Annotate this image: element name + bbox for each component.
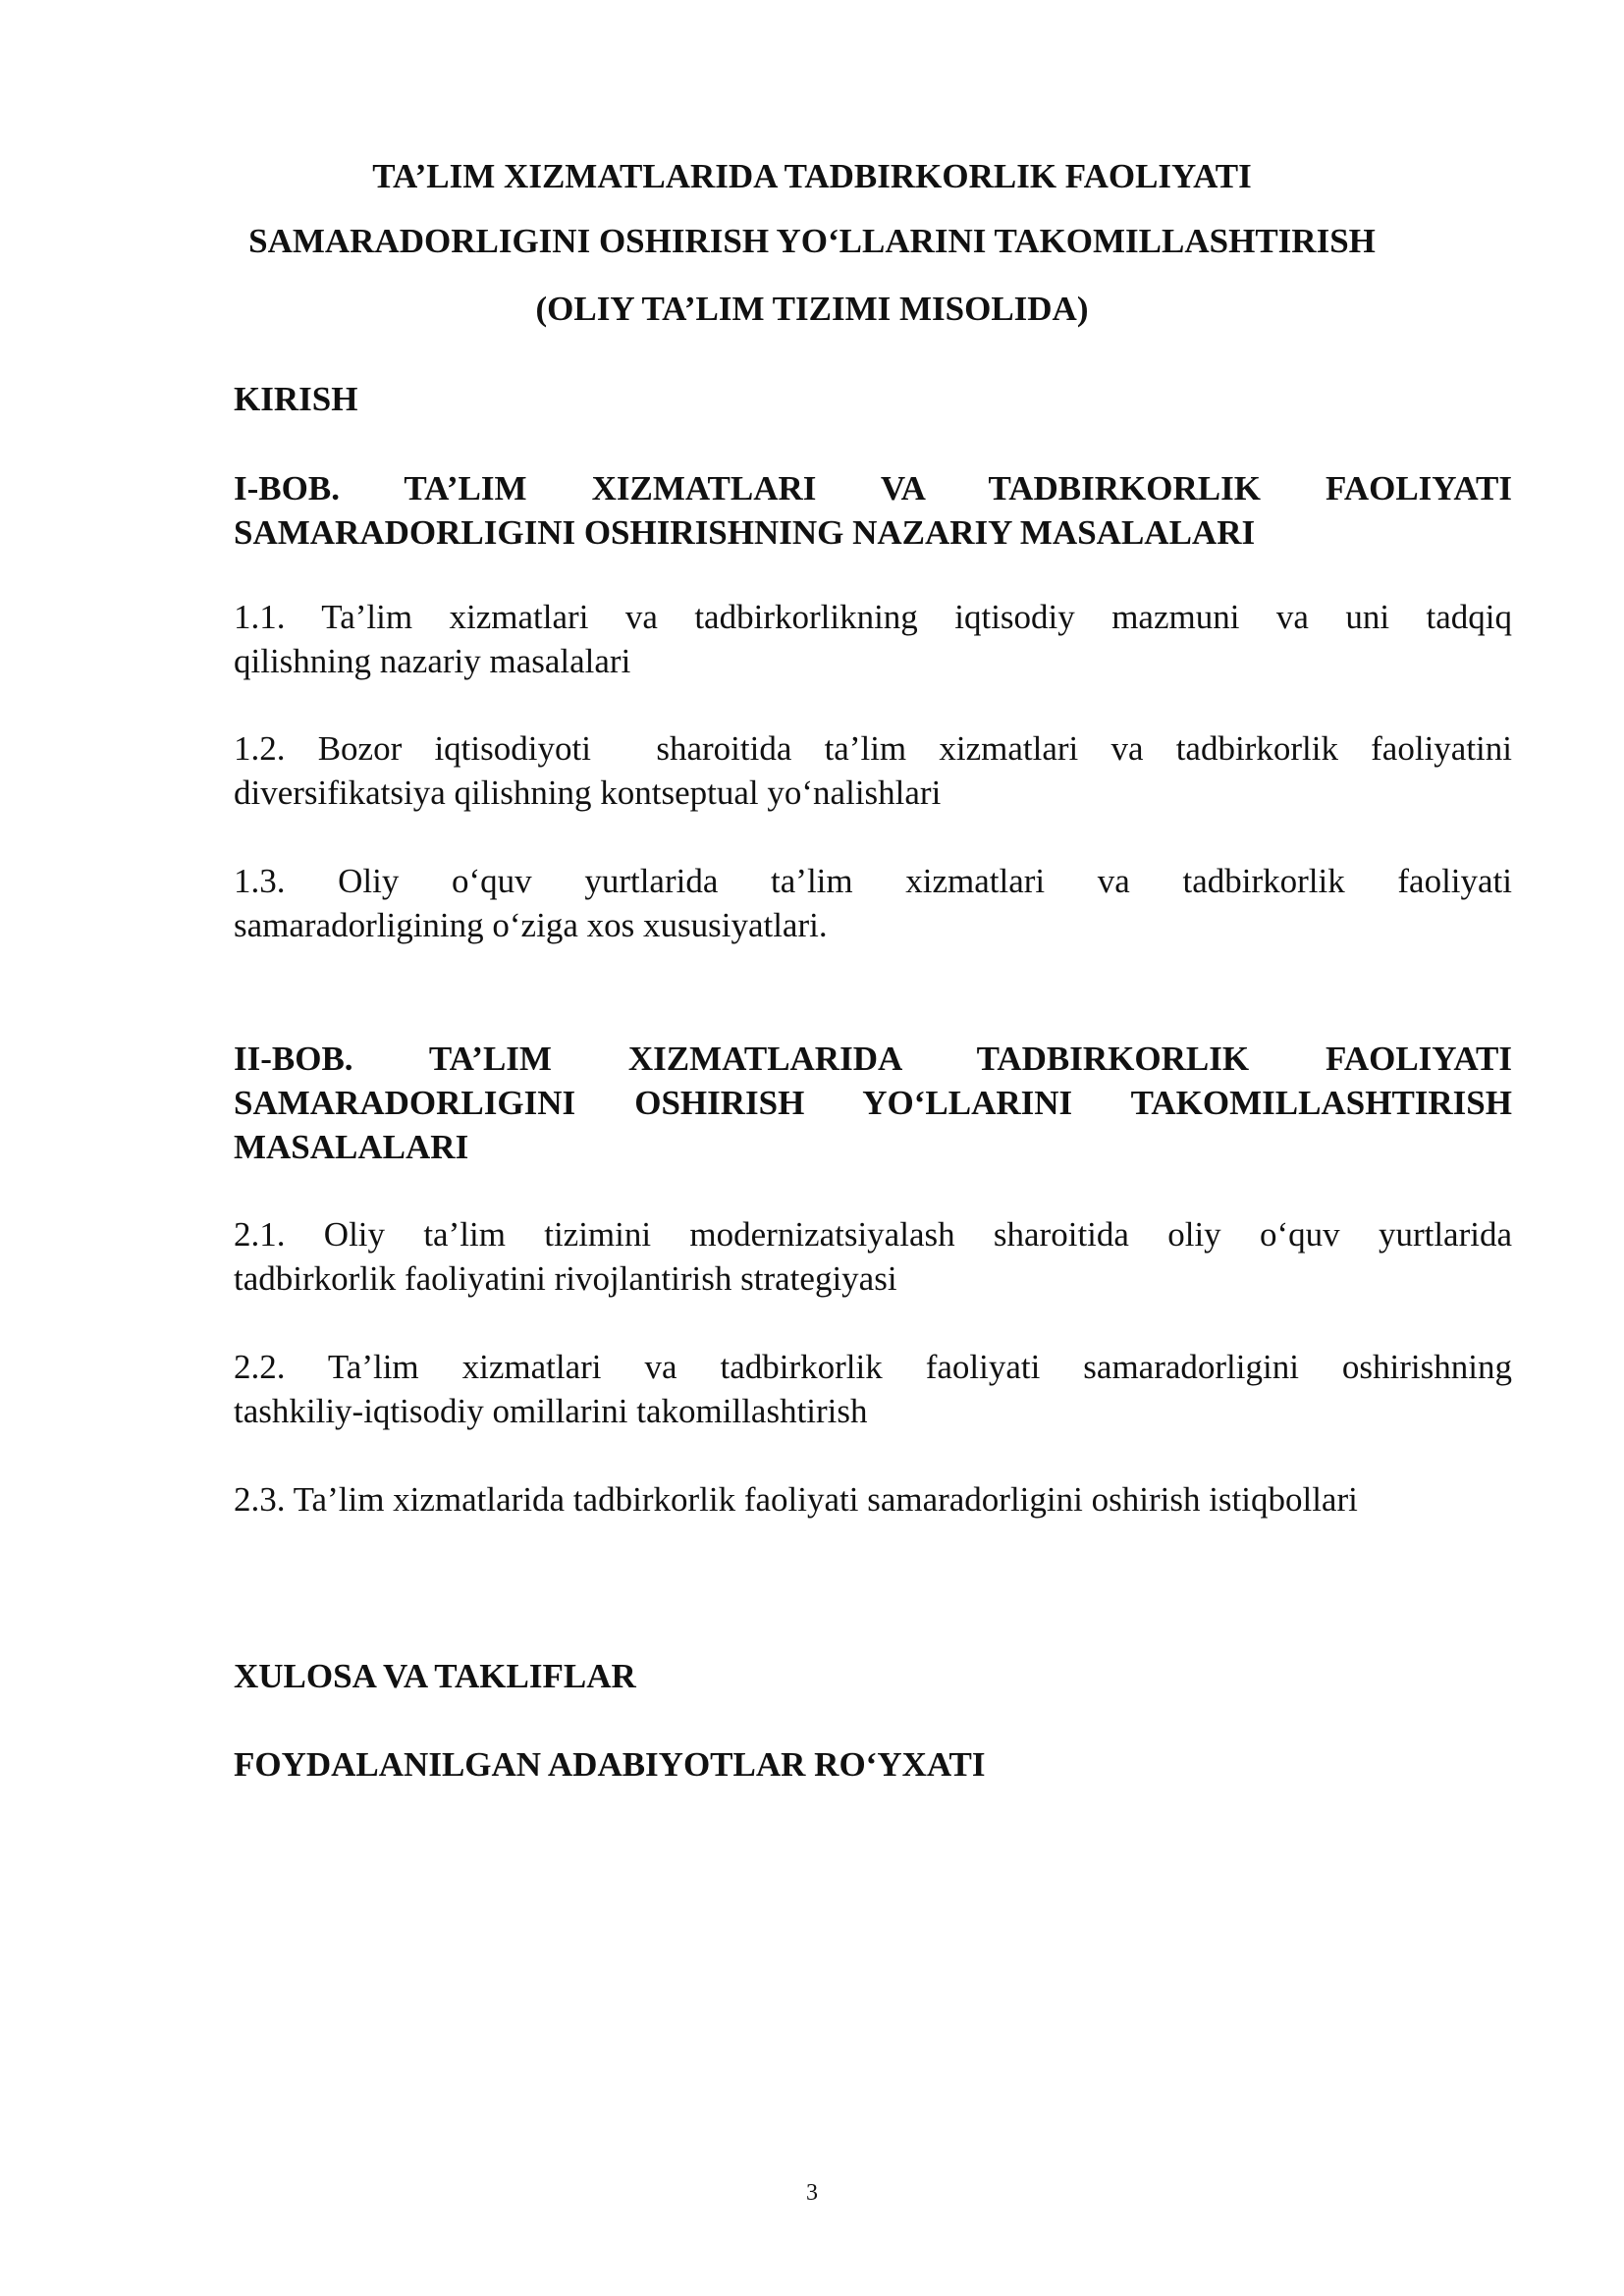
document-title-line-2: SAMARADORLIGINI OSHIRISH YO‘LLARINI TAKOMILLASHTIRISH [248, 222, 1376, 260]
chapter-2-heading-line-2: SAMARADORLIGINI OSHIRISH YO‘LLARINI TAKOMILLASHTIRISH [234, 1084, 1512, 1122]
section-2-3 [234, 1477, 1512, 1522]
section-1-3-line-1: 1.3. Oliy o‘quv yurtlarida ta’lim xizmatlari va tadbirkorlik faoliyati [234, 862, 1512, 900]
section-1-2-line-2: diversifikatsiya qilishning kontseptual yo‘nalishlari [234, 774, 942, 812]
chapter-2-heading-line-1: II-BOB. TA’LIM XIZMATLARIDA TADBIRKORLIK FAOLIYATI [234, 1040, 1512, 1078]
section-2-2-line-1: 2.2. Ta’lim xizmatlari va tadbirkorlik faoliyati samaradorligini oshirishning [234, 1348, 1512, 1386]
section-2-2-line-2: tashkiliy-iqtisodiy omillarini takomillashtirish [234, 1392, 868, 1430]
section-1-2-line-1: 1.2. Bozor iqtisodiyoti sharoitida ta’lim xizmatlari va tadbirkorlik faoliyatini [234, 729, 1512, 768]
references-heading-text: FOYDALANILGAN ADABIYOTLAR RO‘YXATI [234, 1745, 986, 1784]
section-2-1-line-2: tadbirkorlik faoliyatini rivojlantirish strategiyasi [234, 1259, 897, 1298]
section-2-2 [234, 1345, 1512, 1433]
section-2-1 [234, 1212, 1512, 1301]
chapter-1-heading [234, 466, 1512, 555]
chapter-1-heading-line-1: I-BOB. TA’LIM XIZMATLARI VA TADBIRKORLIK FAOLIYATI [234, 469, 1512, 507]
document-title-line-3: (OLIY TA’LIM TIZIMI MISOLIDA) [535, 290, 1089, 328]
chapter-2-heading [234, 1037, 1512, 1169]
section-1-3 [234, 859, 1512, 947]
conclusion-heading-text: XULOSA VA TAKLIFLAR [234, 1657, 636, 1695]
section-1-1 [234, 595, 1512, 683]
section-2-3-line-1: 2.3. Ta’lim xizmatlarida tadbirkorlik faoliyati samaradorligini oshirish istiqbollari [234, 1480, 1358, 1519]
conclusion-heading [234, 1654, 1512, 1698]
intro-heading [234, 377, 1512, 421]
chapter-2-heading-line-3: MASALALARI [234, 1128, 469, 1166]
intro-heading-text: KIRISH [234, 380, 358, 418]
document-title-line-1: TA’LIM XIZMATLARIDA TADBIRKORLIK FAOLIYATI [372, 157, 1252, 195]
section-1-3-line-2: samaradorligining o‘ziga xos xususiyatlari. [234, 906, 828, 944]
section-1-1-line-1: 1.1. Ta’lim xizmatlari va tadbirkorlikning iqtisodiy mazmuni va uni tadqiq [234, 598, 1512, 636]
chapter-1-heading-line-2: SAMARADORLIGINI OSHIRISHNING NAZARIY MASALALARI [234, 513, 1256, 552]
section-2-1-line-1: 2.1. Oliy ta’lim tizimini modernizatsiyalash sharoitida oliy o‘quv yurtlarida [234, 1215, 1512, 1254]
section-1-2 [234, 726, 1512, 815]
section-1-1-line-2: qilishning nazariy masalalari [234, 642, 631, 680]
references-heading [234, 1742, 1512, 1787]
page-number: 3 [806, 2180, 818, 2206]
